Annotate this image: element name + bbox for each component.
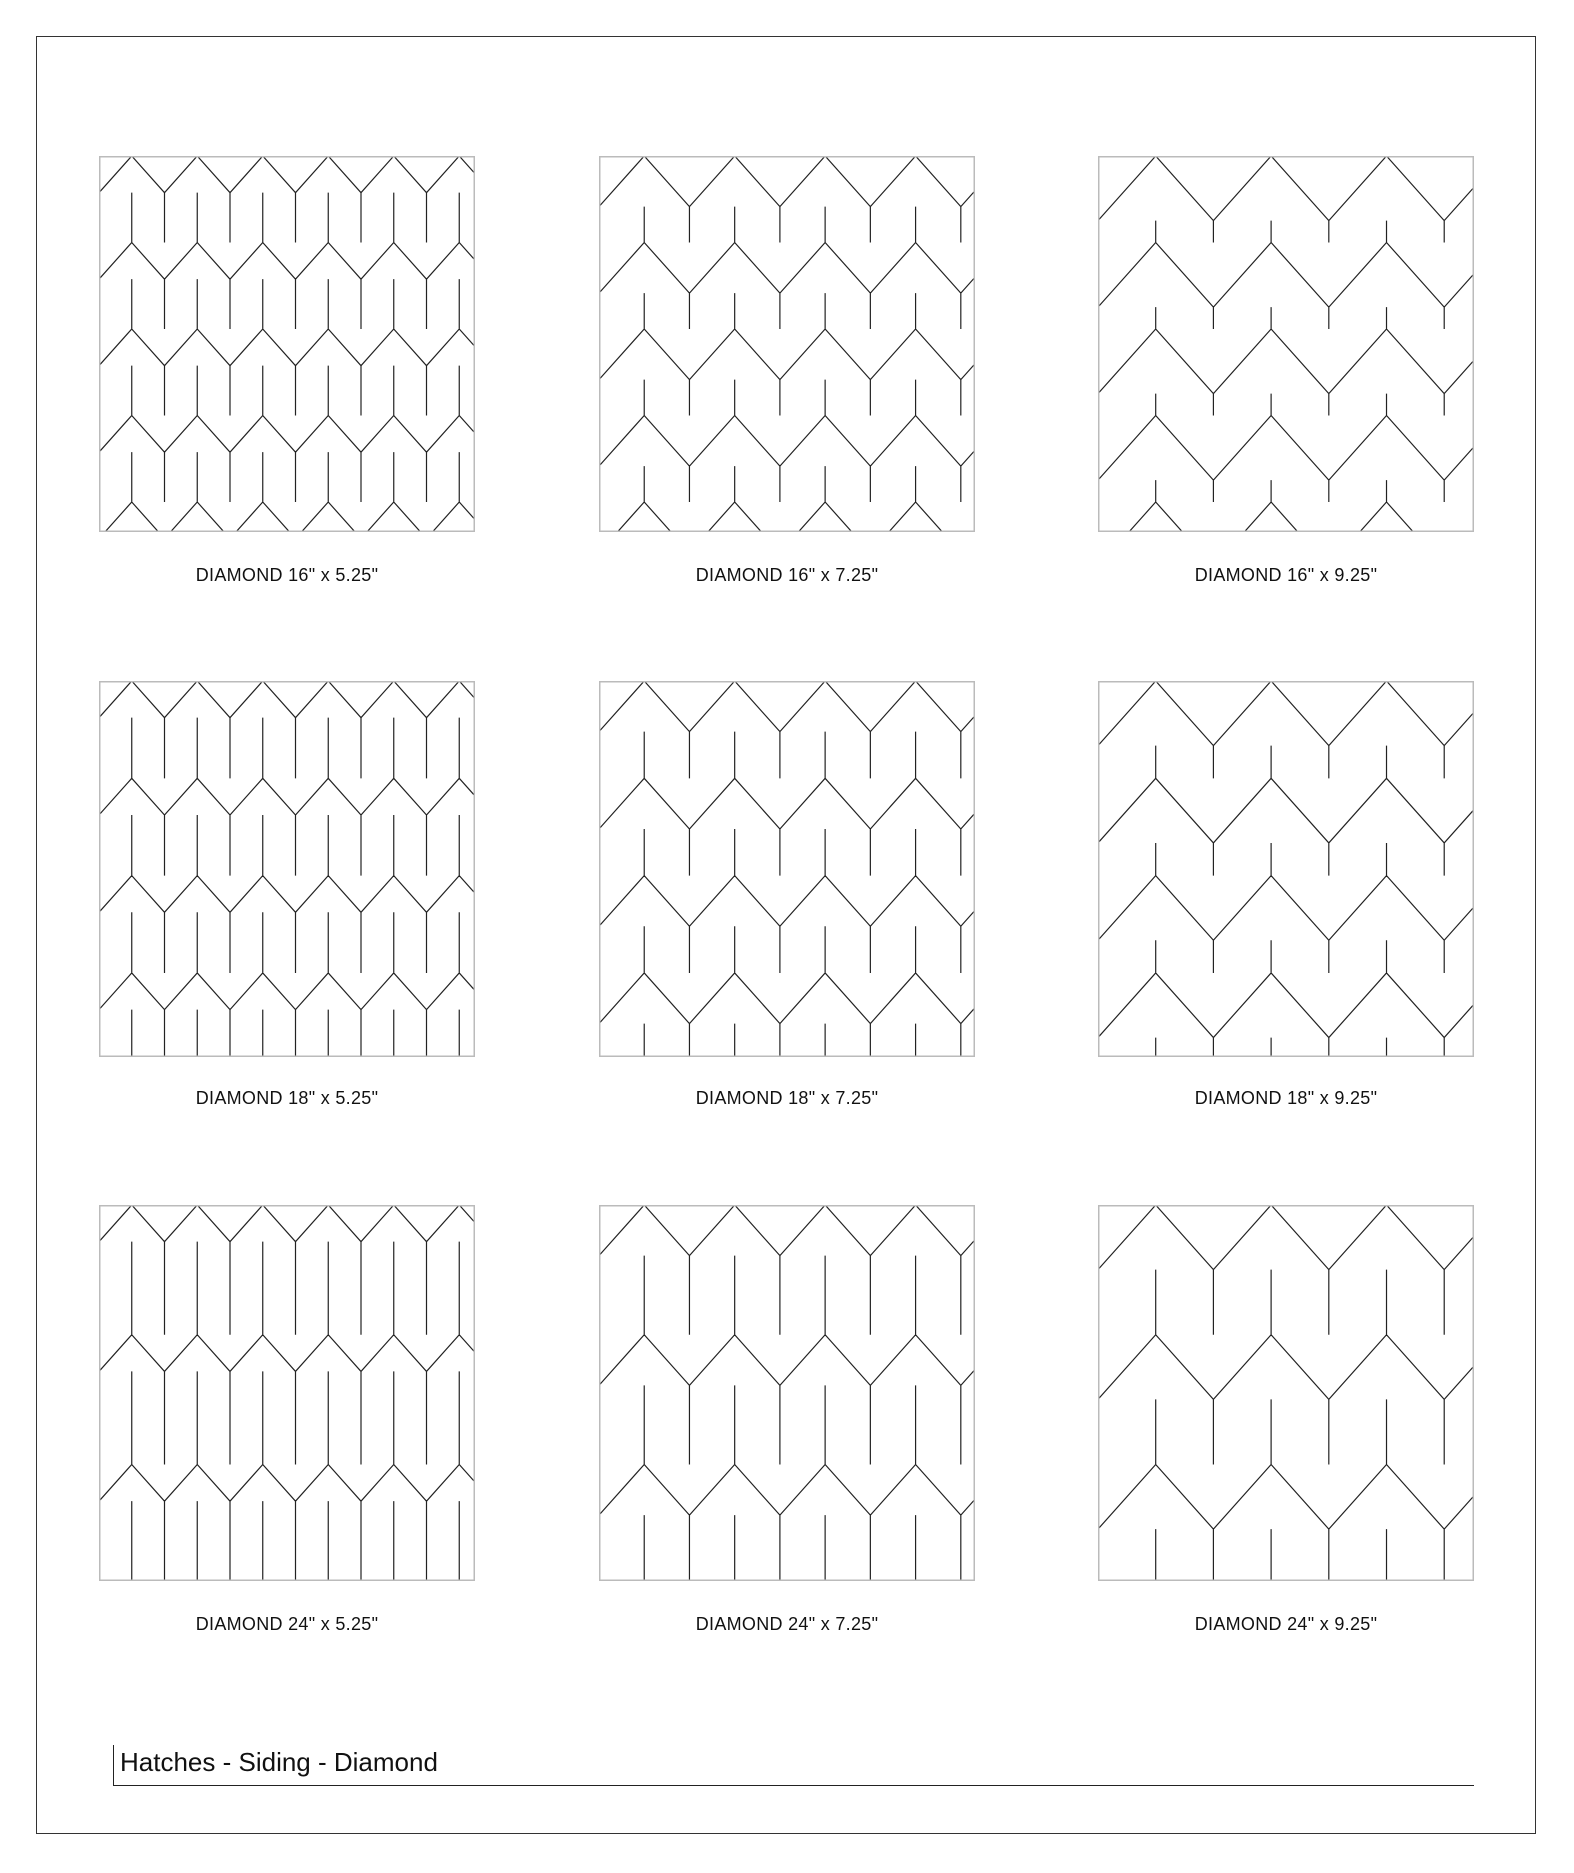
hatch-lines	[1098, 1205, 1474, 1581]
hatch-frame	[600, 682, 975, 1057]
hatch-label: DIAMOND 16" x 7.25"	[695, 565, 879, 585]
hatch-label: DIAMOND 24" x 9.25"	[1194, 1614, 1378, 1634]
hatch-lines	[599, 156, 975, 532]
hatch-swatch	[99, 681, 475, 1057]
hatch-pattern	[99, 1205, 475, 1581]
hatch-swatch	[599, 1205, 975, 1581]
hatch-label: DIAMOND 16" x 9.25"	[1194, 565, 1378, 585]
hatch-label: DIAMOND 24" x 5.25"	[195, 1614, 379, 1634]
hatch-swatch	[1098, 681, 1474, 1057]
hatch-frame	[600, 157, 975, 532]
hatch-frame	[1099, 157, 1474, 532]
hatch-frame	[100, 1206, 475, 1581]
hatch-swatch	[599, 156, 975, 532]
hatch-swatch	[1098, 156, 1474, 532]
hatch-label: DIAMOND 18" x 9.25"	[1194, 1088, 1378, 1108]
hatch-lines	[99, 156, 475, 532]
hatch-lines	[1098, 156, 1474, 532]
hatch-swatch	[599, 681, 975, 1057]
hatch-lines	[599, 1205, 975, 1581]
hatch-pattern	[599, 681, 975, 1057]
hatch-frame	[1099, 682, 1474, 1057]
title-block	[113, 1745, 1474, 1786]
hatch-swatch	[99, 156, 475, 532]
hatch-frame	[600, 1206, 975, 1581]
hatch-pattern	[1098, 1205, 1474, 1581]
hatch-lines	[1098, 681, 1474, 1057]
hatch-label: DIAMOND 16" x 5.25"	[195, 565, 379, 585]
hatch-swatch	[99, 1205, 475, 1581]
hatch-label: DIAMOND 24" x 7.25"	[695, 1614, 879, 1634]
hatch-frame	[1099, 1206, 1474, 1581]
hatch-swatch	[1098, 1205, 1474, 1581]
hatch-pattern	[1098, 681, 1474, 1057]
hatch-label: DIAMOND 18" x 5.25"	[195, 1088, 379, 1108]
sheet-title: Hatches - Siding - Diamond	[120, 1747, 438, 1777]
hatch-lines	[599, 681, 975, 1057]
hatch-pattern	[1098, 156, 1474, 532]
hatch-pattern	[599, 156, 975, 532]
hatch-frame	[100, 157, 475, 532]
hatch-pattern	[99, 156, 475, 532]
hatch-label: DIAMOND 18" x 7.25"	[695, 1088, 879, 1108]
hatch-lines	[99, 681, 475, 1057]
hatch-pattern	[99, 681, 475, 1057]
hatch-lines	[99, 1205, 475, 1581]
hatch-pattern	[599, 1205, 975, 1581]
